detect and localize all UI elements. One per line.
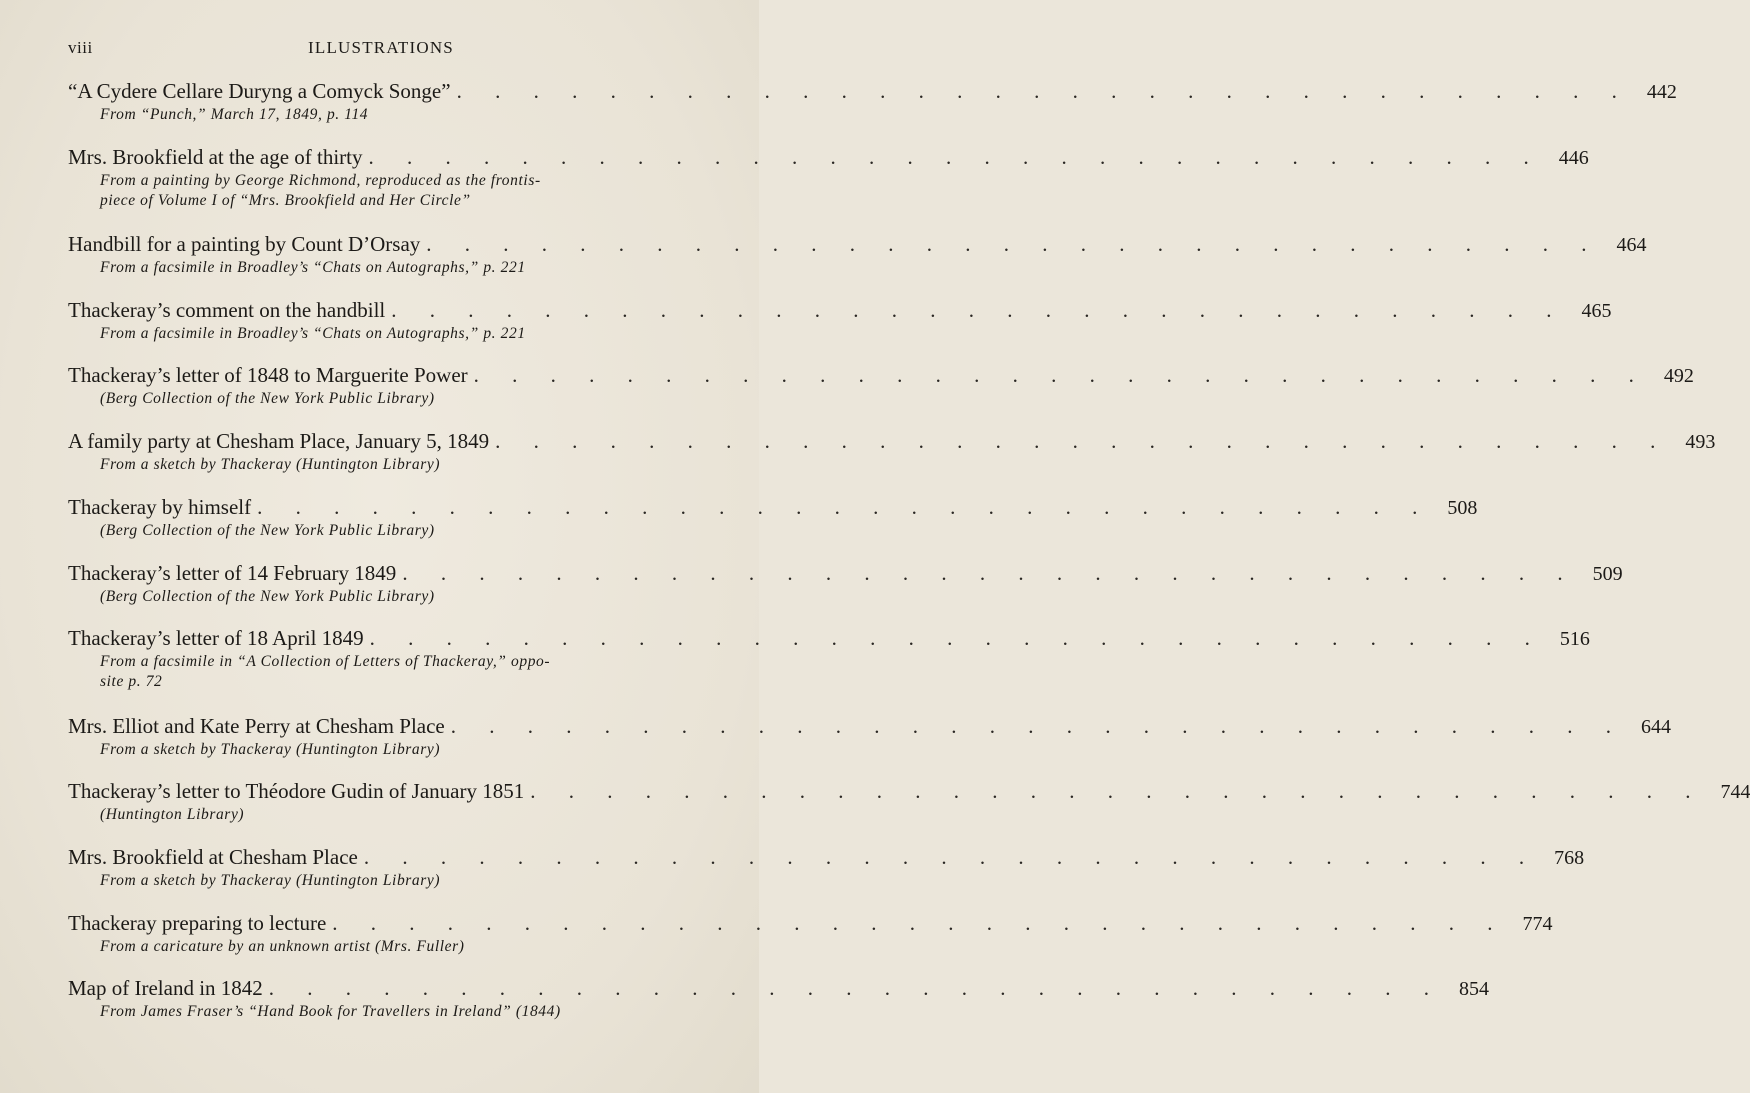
list-item	[68, 558, 1623, 624]
entry-title: Thackeray’s comment on the handbill	[68, 297, 386, 322]
entry-page-number: 493	[1685, 431, 1716, 454]
list-item	[68, 360, 1694, 426]
entry-credit: From a sketch by Thackeray (Huntington Library)	[100, 456, 441, 474]
list-item	[68, 492, 1478, 558]
running-head: ILLUSTRATIONS	[308, 38, 454, 57]
entry-title: “A Cydere Cellare Duryng a Comyck Songe”	[68, 79, 451, 103]
entry-title: Thackeray preparing to lecture	[68, 910, 327, 935]
entry-page-number: 446	[1558, 146, 1589, 169]
dot-leader: . . . . . . . . . . . . . . . . . . . . . . . . . . . . . . .	[530, 779, 1705, 804]
entry-credit: (Berg Collection of the New York Public Library)	[100, 587, 435, 605]
entry-page-number: 492	[1663, 365, 1694, 388]
entry-title: Mrs. Brookfield at Chesham Place	[68, 844, 358, 869]
entry-credit-continued: piece of Volume I of “Mrs. Brookfield and Her Circle”	[100, 191, 471, 209]
entry-title: Thackeray’s letter to Théodore Gudin of January 1851	[68, 779, 525, 804]
entry-credit: From a facsimile in Broadley’s “Chats on Autographs,” p. 221	[100, 324, 526, 342]
dot-leader: . . . . . . . . . . . . . . . . . . . . . . . . . . . . . . .	[456, 79, 1631, 103]
entry-page-number: 509	[1592, 562, 1623, 585]
dot-leader: . . . . . . . . . . . . . . . . . . . . . . . . . . . . . . .	[268, 976, 1444, 1001]
entry-page-number: 644	[1641, 715, 1671, 738]
entry-title: A family party at Chesham Place, January 5, 1849	[68, 429, 490, 454]
entry-credit: (Berg Collection of the New York Public Library)	[100, 521, 435, 539]
list-item	[68, 142, 1589, 229]
entry-page-number: 465	[1581, 299, 1612, 322]
page-folio: viii	[68, 38, 93, 57]
entry-title: Map of Ireland in 1842	[68, 976, 263, 1001]
dot-leader: . . . . . . . . . . . . . . . . . . . . . . . . . . . . . . .	[402, 560, 1577, 585]
illustrations-list	[68, 76, 1750, 1039]
dot-leader: . . . . . . . . . . . . . . . . . . . . . . . . . . . . . . .	[332, 910, 1507, 935]
entry-credit-continued: site p. 72	[100, 673, 163, 691]
entry-title: Mrs. Brookfield at the age of thirty	[68, 144, 363, 169]
entry-credit: From a facsimile in Broadley’s “Chats on Autographs,” p. 221	[100, 259, 526, 277]
dot-leader: . . . . . . . . . . . . . . . . . . . . . . . . . . . . . . .	[426, 232, 1601, 257]
list-item	[68, 711, 1671, 777]
entry-page-number: 854	[1459, 978, 1490, 1001]
entry-title: Thackeray’s letter of 1848 to Marguerite Power	[68, 363, 468, 388]
dot-leader: . . . . . . . . . . . . . . . . . . . . . . . . . . . . . . .	[391, 297, 1566, 322]
entry-title: Thackeray’s letter of 14 February 1849	[68, 560, 397, 585]
dot-leader: . . . . . . . . . . . . . . . . . . . . . . . . . . . . . . .	[450, 713, 1625, 738]
list-item	[68, 973, 1490, 1039]
entry-page-number: 744	[1720, 781, 1750, 804]
entry-title: Handbill for a painting by Count D’Orsay	[68, 232, 421, 257]
list-item	[68, 776, 1750, 842]
entry-title: Thackeray by himself	[68, 494, 252, 519]
dot-leader: . . . . . . . . . . . . . . . . . . . . . . . . . . . . . . .	[369, 626, 1544, 651]
dot-leader: . . . . . . . . . . . . . . . . . . . . . . . . . . . . . . .	[495, 429, 1670, 454]
entry-credit: From a sketch by Thackeray (Huntington Library)	[100, 740, 441, 758]
entry-credit: (Berg Collection of the New York Public Library)	[100, 390, 435, 408]
list-item	[68, 76, 1677, 142]
list-item	[68, 426, 1716, 492]
list-item	[68, 908, 1553, 974]
entry-credit: From “Punch,” March 17, 1849, p. 114	[100, 106, 369, 123]
list-item	[68, 229, 1647, 295]
list-item	[68, 842, 1585, 908]
entry-page-number: 442	[1646, 81, 1677, 103]
entry-credit: From James Fraser’s “Hand Book for Travellers in Ireland” (1844)	[100, 1003, 561, 1021]
entry-page-number: 508	[1447, 496, 1478, 519]
entry-credit: (Huntington Library)	[100, 806, 245, 824]
list-item	[68, 295, 1612, 361]
entry-credit: From a sketch by Thackeray (Huntington Library)	[100, 871, 441, 889]
page-header	[68, 38, 694, 62]
entry-page-number: 516	[1559, 628, 1590, 651]
dot-leader: . . . . . . . . . . . . . . . . . . . . . . . . . . . . . . .	[257, 494, 1432, 519]
entry-credit: From a facsimile in “A Collection of Letters of Thackeray,” oppo-	[100, 653, 551, 671]
entry-credit: From a caricature by an unknown artist (Mrs. Fuller)	[100, 937, 465, 955]
entry-page-number: 774	[1522, 912, 1553, 935]
entry-title: Mrs. Elliot and Kate Perry at Chesham Place	[68, 713, 445, 738]
dot-leader: . . . . . . . . . . . . . . . . . . . . . . . . . . . . . . .	[473, 363, 1648, 388]
entry-title: Thackeray’s letter of 18 April 1849	[68, 626, 364, 651]
entry-credit: From a painting by George Richmond, reproduced as the frontis-	[100, 171, 541, 189]
list-item	[68, 623, 1590, 710]
dot-leader: . . . . . . . . . . . . . . . . . . . . . . . . . . . . . . .	[368, 144, 1543, 169]
entry-page-number: 768	[1554, 846, 1585, 869]
entry-page-number: 464	[1616, 234, 1647, 257]
dot-leader: . . . . . . . . . . . . . . . . . . . . . . . . . . . . . . .	[363, 844, 1539, 869]
